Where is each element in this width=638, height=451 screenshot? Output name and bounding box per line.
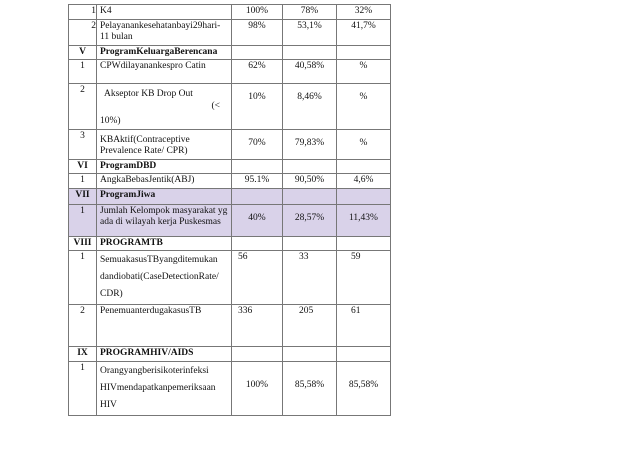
row-indicator-line3: CDR) (100, 289, 123, 299)
row-indicator: KBAktif(Contraceptive Prevalence Rate/ CPR) (97, 129, 232, 159)
row-number: 1 (69, 5, 97, 20)
row-number: 1 (69, 174, 97, 189)
row-gap: 61 (337, 305, 391, 347)
section-row (69, 236, 391, 251)
row-number: 1 (69, 204, 97, 236)
row-achievement: 8,46% (283, 84, 337, 130)
row-indicator-line2: HIVmendapatkanpemeriksaan (100, 382, 216, 393)
row-target: 100% (232, 5, 283, 20)
row-achievement: 28,57% (283, 204, 337, 236)
table-row (69, 5, 391, 20)
row-target: 98% (232, 19, 283, 45)
section-row (69, 188, 391, 204)
row-number: 2 (69, 84, 97, 130)
table-row (69, 129, 391, 159)
row-target: 40% (232, 204, 283, 236)
row-indicator-line1: Akseptor KB Drop Out (104, 89, 193, 99)
row-indicator: PenemuanterdugakasusTB (97, 305, 232, 347)
row-indicator: Jumlah Kelompok masyarakat yg ada di wilayah kerja Puskesmas (97, 204, 232, 236)
row-achievement: 53,1% (283, 19, 337, 45)
row-indicator: CPWdilayanankespro Catin (97, 60, 232, 84)
table-row (69, 60, 391, 84)
row-number: 1 (69, 60, 97, 84)
row-indicator (97, 361, 232, 415)
section-row (69, 45, 391, 60)
row-indicator: AngkaBebasJentik(ABJ) (97, 174, 232, 189)
section-number: VIII (69, 236, 97, 251)
row-number: 1 (69, 251, 97, 305)
section-title: PROGRAMTB (97, 236, 232, 251)
row-achievement: 85,58% (283, 361, 337, 415)
section-number: V (69, 45, 97, 60)
section-row (69, 347, 391, 362)
row-number: 2 (69, 305, 97, 347)
row-gap: 85,58% (337, 361, 391, 415)
table-row (69, 204, 391, 236)
section-number: IX (69, 347, 97, 362)
row-indicator-line3: HIV (100, 399, 117, 410)
row-target: 95.1% (232, 174, 283, 189)
row-target: 100% (232, 361, 283, 415)
row-achievement: 40,58% (283, 60, 337, 84)
section-title: ProgramDBD (97, 159, 232, 174)
row-achievement: 78% (283, 5, 337, 20)
row-indicator (97, 251, 232, 305)
row-gap: 41,7% (337, 19, 391, 45)
row-target: 10% (232, 84, 283, 130)
row-gap: 4,6% (337, 174, 391, 189)
row-indicator-line1: SemuakasusTByangditemukan (100, 255, 218, 265)
table-row (69, 174, 391, 189)
section-title: ProgramJiwa (97, 188, 232, 204)
row-number: 3 (69, 129, 97, 159)
section-number: VI (69, 159, 97, 174)
row-indicator (97, 84, 232, 130)
section-title: ProgramKeluargaBerencana (97, 45, 232, 60)
table-row (69, 251, 391, 305)
table-row (69, 19, 391, 45)
row-target: 70% (232, 129, 283, 159)
program-indicator-table (68, 4, 391, 416)
row-target: 336 (232, 305, 283, 347)
row-achievement: 90,50% (283, 174, 337, 189)
row-target: 62% (232, 60, 283, 84)
row-achievement: 33 (283, 251, 337, 305)
row-gap: % (337, 84, 391, 130)
section-title: PROGRAMHIV/AIDS (97, 347, 232, 362)
section-row (69, 159, 391, 174)
row-indicator-line2: (< (211, 100, 220, 111)
table-row (69, 361, 391, 415)
row-gap: 59 (337, 251, 391, 305)
row-indicator: Pelayanankesehatanbayi29hari- 11 bulan (97, 19, 232, 45)
table-row (69, 305, 391, 347)
row-achievement: 79,83% (283, 129, 337, 159)
row-gap: 32% (337, 5, 391, 20)
section-number: VII (69, 188, 97, 204)
row-target: 56 (232, 251, 283, 305)
row-number: 2 (69, 19, 97, 45)
row-gap: % (337, 60, 391, 84)
row-achievement: 205 (283, 305, 337, 347)
row-indicator-line2: dandiobati(CaseDetectionRate/ (100, 272, 219, 282)
row-number: 1 (69, 361, 97, 415)
table-row (69, 84, 391, 130)
row-indicator-line3: 10%) (100, 116, 121, 126)
row-indicator: K4 (97, 5, 232, 20)
row-gap: % (337, 129, 391, 159)
row-indicator-line1: Orangyangberisikoterinfeksi (100, 365, 209, 376)
row-gap: 11,43% (337, 204, 391, 236)
